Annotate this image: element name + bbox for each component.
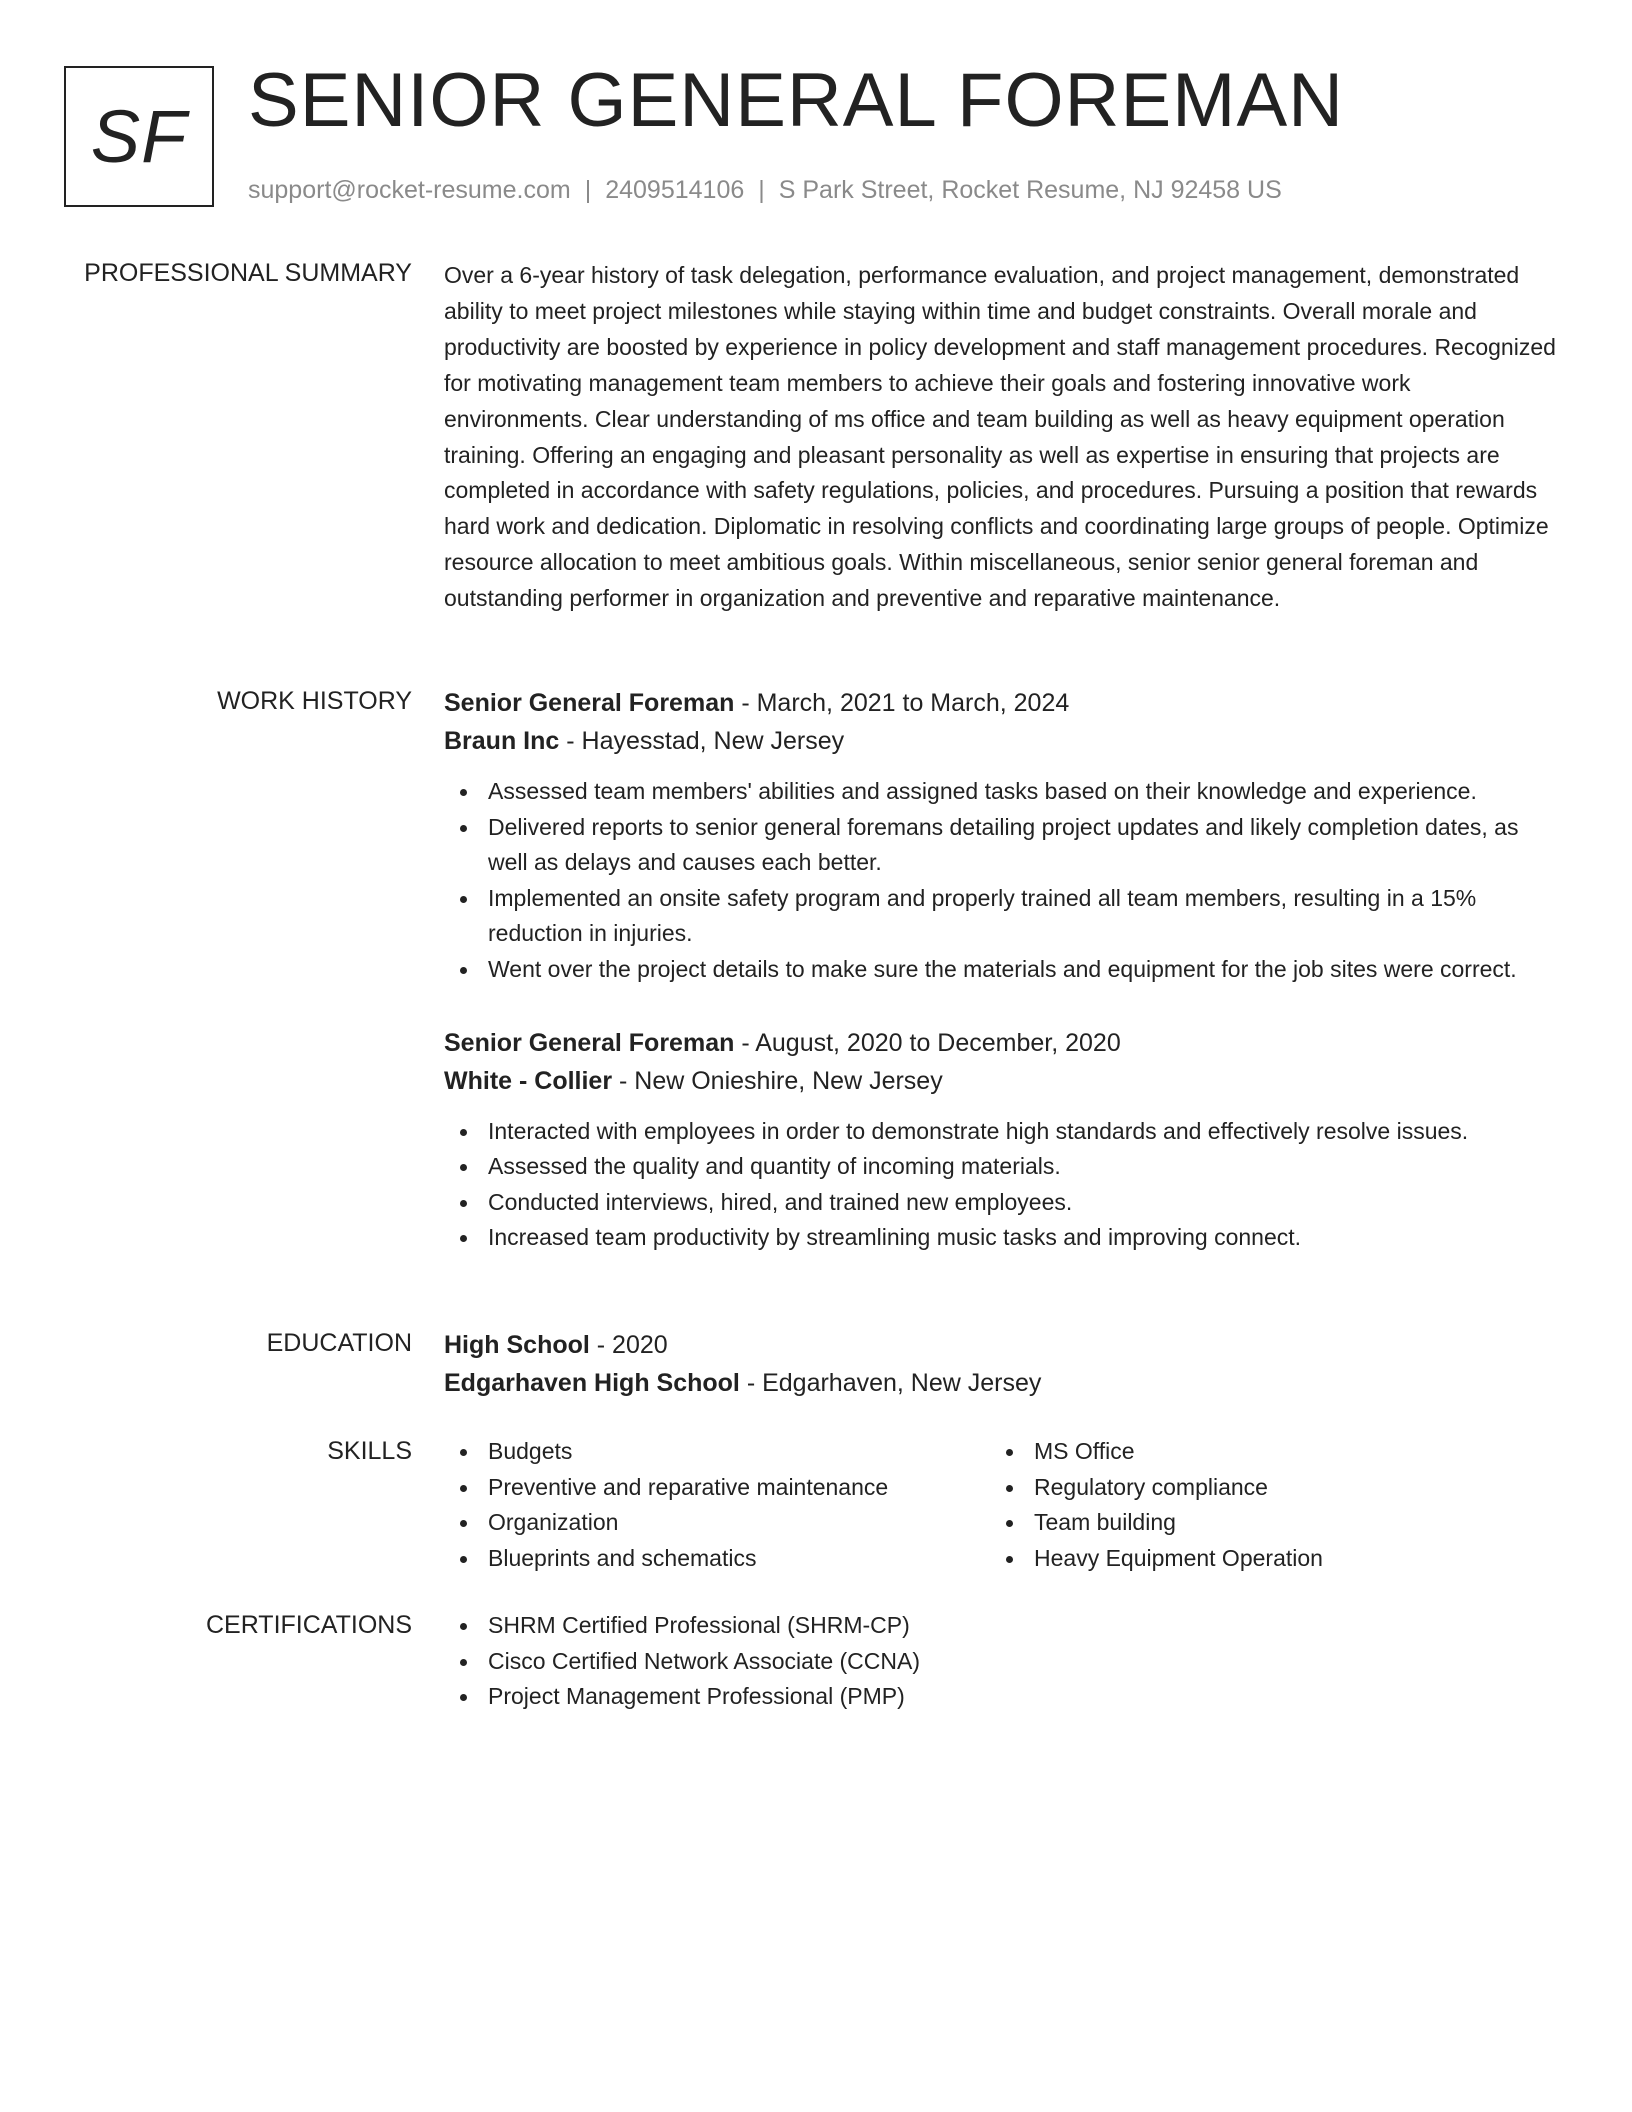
education-location: - Edgarhaven, New Jersey [739, 1369, 1042, 1397]
education-year: - 2020 [589, 1331, 668, 1359]
certification-item: SHRM Certified Professional (SHRM-CP) [488, 1608, 1556, 1644]
job-title-line [444, 1024, 1556, 1062]
job-bullet: Conducted interviews, hired, and trained new employees. [488, 1185, 1556, 1221]
candidate-name: SENIOR GENERAL FOREMAN [248, 58, 1345, 143]
skills-list [990, 1434, 1536, 1576]
monogram-badge [64, 66, 214, 207]
job-dates: - March, 2021 to March, 2024 [734, 689, 1070, 717]
job-entry [444, 1024, 1556, 1256]
job-title: Senior General Foreman [444, 689, 735, 717]
job-company-line [444, 722, 1556, 760]
job-title-line [444, 684, 1556, 722]
section-heading-certifications: CERTIFICATIONS [205, 1611, 412, 1639]
job-bullet: Assessed team members' abilities and assigned tasks based on their knowledge and experience. [488, 774, 1556, 810]
education-school: Edgarhaven High School [444, 1369, 740, 1397]
skills-column-right [990, 1434, 1536, 1576]
contact-phone[interactable]: 2409514106 [605, 176, 745, 204]
job-bullet-list [444, 774, 1556, 988]
job-dates: - August, 2020 to December, 2020 [734, 1028, 1121, 1057]
skill-item: Organization [488, 1505, 990, 1541]
contact-line [248, 174, 1282, 206]
skills-grid [444, 1434, 1556, 1576]
section-heading-summary: PROFESSIONAL SUMMARY [84, 259, 412, 287]
job-location: - Hayesstad, New Jersey [559, 727, 845, 755]
job-entry [444, 684, 1556, 988]
contact-separator: | [584, 176, 592, 204]
section-heading-work-history: WORK HISTORY [217, 687, 412, 715]
job-title: Senior General Foreman [444, 1028, 735, 1057]
education-degree: High School [444, 1331, 590, 1359]
job-company: Braun Inc [444, 727, 560, 755]
section-heading-education: EDUCATION [266, 1329, 412, 1357]
monogram-initials: SF [90, 95, 188, 178]
summary-text: Over a 6-year history of task delegation, performance evaluation, and project management, demonstrated ability to meet project milestones while staying within time and budget constraints. Overall morale and productivity are boosted by experience in policy development and staff management procedures. Recognized for motivating management team members to achieve their goals and fostering innovative work environments. Clear understanding of ms office and team building as well as heavy equipment operation training. Offering an engaging and pleasant personality as well as expertise in ensuring that projects are completed in accordance with safety regulations, policies, and procedures. Pursuing a position that rewards hard work and dedication. Diplomatic in resolving conflicts and coordinating large groups of people. Optimize resource allocation to meet ambitious goals. Within miscellaneous, senior senior general foreman and outstanding performer in organization and preventive and reparative maintenance. [444, 262, 1556, 612]
education-school-line [444, 1364, 1556, 1402]
skill-item: Regulatory compliance [1034, 1470, 1536, 1506]
certification-item: Cisco Certified Network Associate (CCNA) [488, 1644, 1556, 1680]
skill-item: MS Office [1034, 1434, 1536, 1470]
contact-address: S Park Street, Rocket Resume, NJ 92458 US [778, 176, 1282, 204]
job-bullet: Assessed the quality and quantity of incoming materials. [488, 1149, 1556, 1185]
skill-item: Preventive and reparative maintenance [488, 1470, 990, 1506]
job-location: - New Onieshire, New Jersey [612, 1066, 943, 1095]
skills-list [444, 1434, 990, 1576]
contact-email[interactable]: support@rocket-resume.com [248, 176, 571, 204]
job-bullet: Delivered reports to senior general foremans detailing project updates and likely completion dates, as well as delays and causes each better. [488, 810, 1556, 881]
skill-item: Budgets [488, 1434, 990, 1470]
job-bullet: Went over the project details to make sure the materials and equipment for the job sites were correct. [488, 952, 1556, 988]
certification-item: Project Management Professional (PMP) [488, 1679, 1556, 1715]
job-bullet: Increased team productivity by streamlining music tasks and improving connect. [488, 1220, 1556, 1256]
skill-item: Team building [1034, 1505, 1536, 1541]
education-degree-line [444, 1326, 1556, 1364]
skill-item: Blueprints and schematics [488, 1541, 990, 1577]
job-company-line [444, 1062, 1556, 1100]
certifications-list [444, 1608, 1556, 1715]
job-bullet-list [444, 1114, 1556, 1256]
skill-item: Heavy Equipment Operation [1034, 1541, 1536, 1577]
job-bullet: Interacted with employees in order to demonstrate high standards and effectively resolve issues. [488, 1114, 1556, 1150]
section-heading-skills: SKILLS [327, 1437, 412, 1465]
contact-separator: | [758, 176, 765, 204]
job-bullet: Implemented an onsite safety program and properly trained all team members, resulting in a 15% reduction in injuries. [488, 881, 1556, 952]
job-company: White - Collier [444, 1066, 613, 1095]
skills-column-left [444, 1434, 990, 1576]
